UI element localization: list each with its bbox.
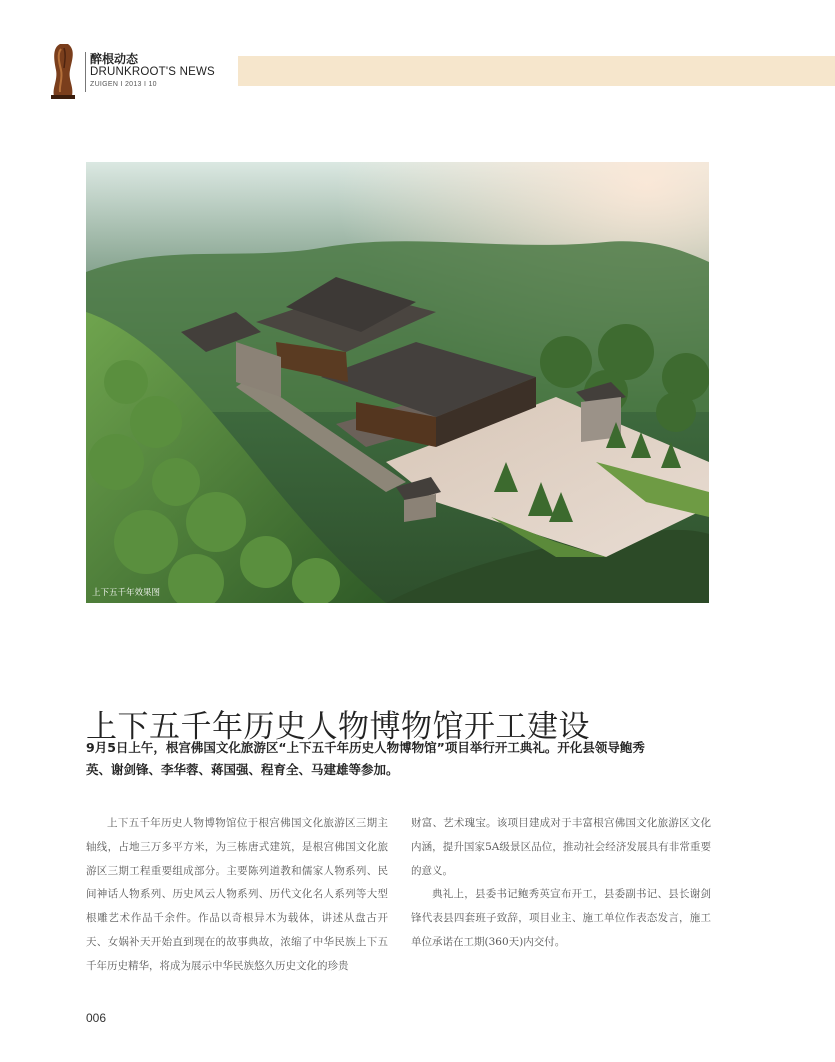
page-number: 006 (86, 1011, 107, 1025)
section-header (90, 53, 215, 88)
body-paragraph-continued: 财富、艺术瑰宝。该项目建成对于丰富根宫佛国文化旅游区文化内涵，提升国家5A级景区品位，推动社会经济发展具有非常重要的意义。 (411, 817, 711, 877)
section-title: 醉根动态 (90, 52, 139, 66)
body-column-left (86, 812, 388, 979)
root-sculpture-logo (48, 40, 78, 100)
section-subtitle: DRUNKROOT'S NEWS (90, 66, 215, 78)
article-lead: 9月5日上午，根宫佛国文化旅游区“上下五千年历史人物博物馆”项目举行开工典礼。开化县领导鲍秀英、谢剑锋、李华蓉、蒋国强、程育全、马建雄等参加。 (86, 740, 645, 777)
header-divider (85, 52, 86, 92)
body-paragraph: 上下五千年历史人物博物馆位于根宫佛国文化旅游区三期主轴线，占地三万多平方米，为三栋唐式建筑，是根宫佛国文化旅游区三期工程重要组成部分。主要陈列道教和儒家人物系列、民间神话人物系列、历史风云人物系列、历代文化名人系列等大型根雕艺术作品千余件。作品以奇根异木为载体，讲述从盘古开天、女娲补天开始直到现在的故事典故，浓缩了中华民族上下五千年历史精华，将成为展示中华民族悠久历史文化的珍贵 (86, 817, 388, 972)
header-color-band (238, 56, 835, 86)
photo-caption: 上下五千年效果图 (92, 588, 161, 598)
body-column-right (411, 812, 711, 955)
issue-label: ZUIGEN I 2013 I 10 (90, 80, 157, 88)
museum-rendering-photo (86, 162, 709, 603)
article-headline: 上下五千年历史人物博物馆开工建设 (86, 708, 590, 745)
body-paragraph: 典礼上，县委书记鲍秀英宣布开工，县委副书记、县长谢剑锋代表县四套班子致辞，项目业主、施工单位作表态发言，施工单位承诺在工期(360天)内交付。 (411, 888, 711, 948)
